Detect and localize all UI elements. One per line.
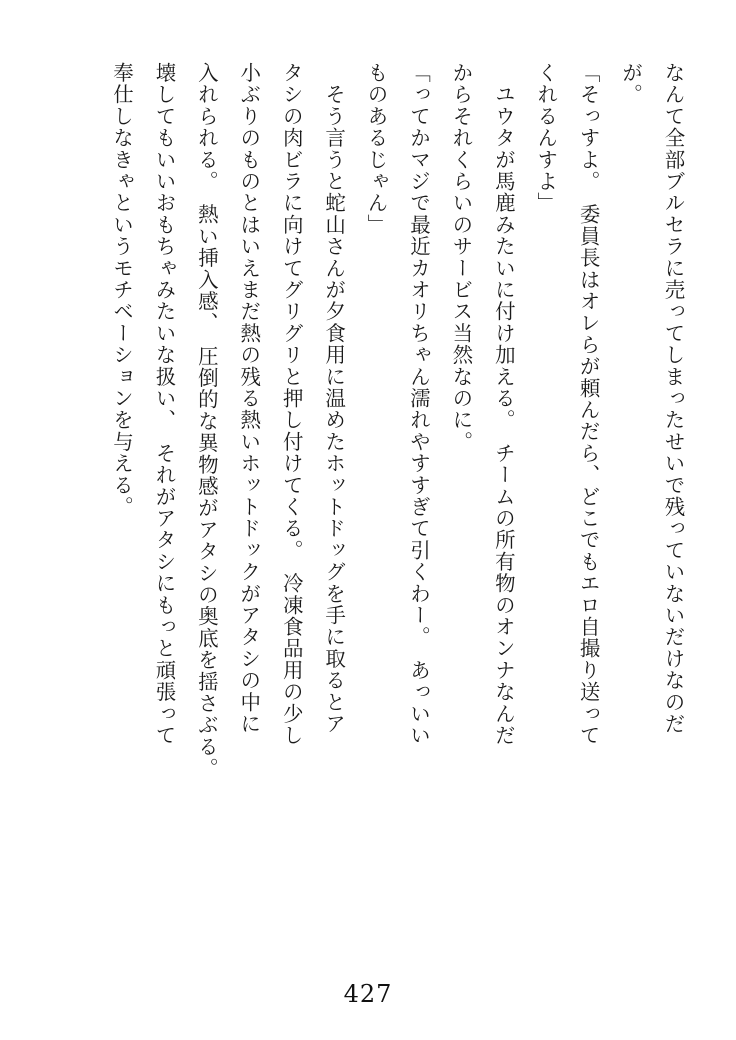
text-line: ユウタが馬鹿みたいに付け加える。 チームの所有物のオンナなんだ <box>491 62 516 747</box>
text-line: 小ぶりのものとはいえまだ熱の残る熱いホットドックがアタシの中に <box>236 62 261 735</box>
text-line: が。 <box>618 62 643 106</box>
text-line: からそれくらいのサービス当然なのに。 <box>448 62 473 453</box>
text-line: そう言うと蛇山さんが夕食用に温めたホットドッグを手に取るとア <box>321 62 346 735</box>
text-line: なんて全部ブルセラに売ってしまったせいで残っていないだけなのだ <box>661 62 685 735</box>
page-number: 427 <box>343 980 393 1008</box>
text-line: 「そっすよ。 委員長はオレらが頼んだら、どこでもエロ自撮り送って <box>576 62 601 747</box>
text-line: ものあるじゃん」 <box>364 62 389 236</box>
text-line: 入れられる。 熱い挿入感、 圧倒的な異物感がアタシの奥底を揺さぶる。 <box>194 62 219 780</box>
text-line: 「ってかマジで最近カオリちゃん濡れやすすぎて引くわー。 あっいい <box>406 62 431 747</box>
vertical-text-body <box>42 62 694 952</box>
text-line: くれるんすよ」 <box>533 62 558 214</box>
text-line: 奉仕しなきゃというモチベーションを与える。 <box>109 62 134 518</box>
text-line: タシの肉ビラに向けてグリグリと押し付けてくる。 冷凍食品用の少し <box>279 62 304 747</box>
text-line: 壊してもいいおもちゃみたいな扱い、 それがアタシにもっと頑張って <box>151 62 176 747</box>
